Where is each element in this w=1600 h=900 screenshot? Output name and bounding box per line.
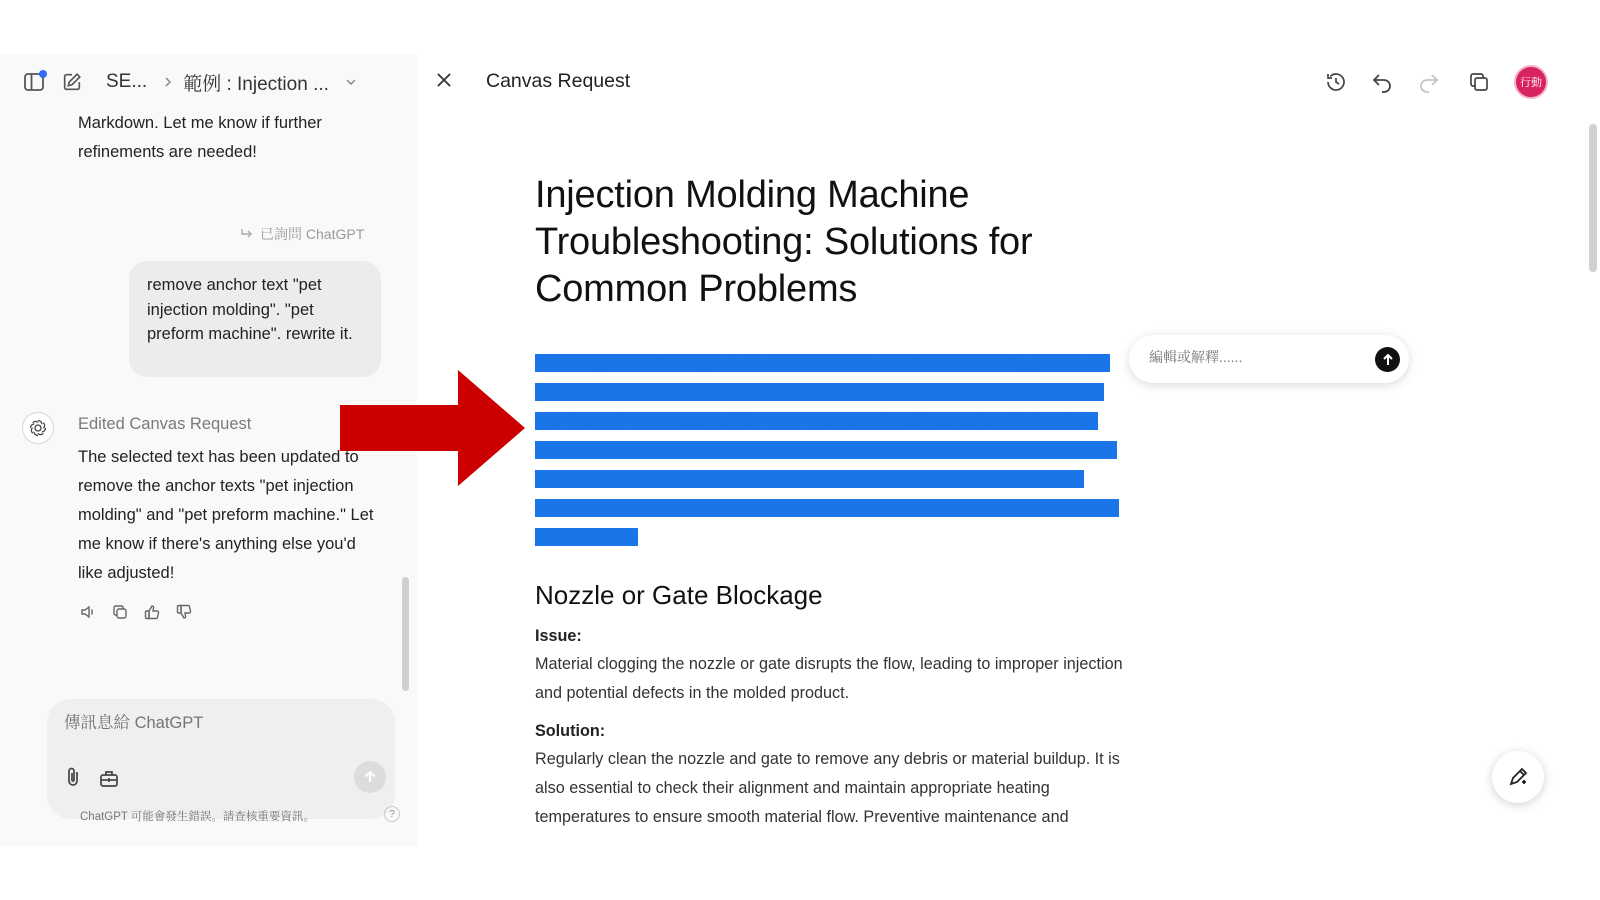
shared-note	[240, 224, 364, 244]
copy-document-icon[interactable]	[1466, 69, 1492, 95]
new-chat-icon[interactable]	[58, 68, 86, 96]
chevron-right-icon	[161, 75, 175, 89]
redo-icon[interactable]	[1416, 69, 1442, 95]
copy-icon[interactable]	[110, 602, 130, 622]
inline-edit-popup	[1129, 335, 1409, 383]
suggest-edits-button[interactable]	[1492, 751, 1544, 803]
close-icon[interactable]	[432, 68, 456, 92]
shared-note-text: 已詢問 ChatGPT	[260, 226, 365, 242]
message-composer	[47, 699, 395, 819]
selected-text[interactable]: Plastic injection molding machines are vital to modern manufacturing processes, producing components with precision and efficiency. However, like any complex machinery, they are susceptible to various operational issues. Identifying these problems early and resolving them effectively is critical to maintaining productivity and avoiding costly downtime. This article explores seven common problems encountered in plastic injection molding machines and offers practical solutions to address them.	[535, 354, 1119, 546]
message-actions	[78, 602, 194, 622]
issue-paragraph[interactable]: Material clogging the nozzle or gate disrupts the flow, leading to improper injection and potential defects in the molded product.	[535, 655, 1123, 702]
send-button[interactable]	[354, 761, 386, 793]
chatgpt-logo-icon	[22, 412, 54, 444]
breadcrumb-project[interactable]: SE...	[106, 71, 148, 92]
tools-icon[interactable]	[97, 766, 121, 790]
intro-paragraph[interactable]	[535, 349, 1135, 552]
edited-canvas-label[interactable]: Edited Canvas Request	[78, 415, 252, 433]
edit-input[interactable]	[1149, 349, 1349, 365]
history-icon[interactable]	[1323, 69, 1349, 95]
section-heading[interactable]: Nozzle or Gate Blockage	[535, 580, 823, 610]
issue-label[interactable]: Issue:	[535, 627, 582, 645]
help-button[interactable]: ?	[384, 806, 400, 822]
submit-edit-button[interactable]	[1375, 347, 1400, 372]
canvas-panel	[417, 54, 1600, 846]
thumbs-down-icon[interactable]	[174, 602, 194, 622]
app-window	[0, 54, 1600, 846]
assistant-message-reply: The selected text has been updated to remove the anchor texts "pet injection molding" and "pet preform machine." Let me know if there's anything else you'd like adjusted!	[78, 448, 374, 582]
thumbs-up-icon[interactable]	[142, 602, 162, 622]
undo-icon[interactable]	[1369, 69, 1395, 95]
attach-icon[interactable]	[62, 766, 84, 788]
disclaimer-text: ChatGPT 可能會發生錯誤。請查核重要資訊。	[80, 811, 315, 823]
reply-arrow-icon	[240, 228, 254, 240]
document-body	[535, 172, 1135, 832]
notification-dot	[39, 70, 47, 78]
sidebar-toggle-icon[interactable]	[20, 68, 48, 96]
canvas-title: Canvas Request	[486, 70, 631, 92]
canvas-scrollbar[interactable]	[1589, 124, 1597, 272]
breadcrumb-chat[interactable]: 範例 : Injection ...	[183, 73, 329, 95]
assistant-message-previous: Markdown. Let me know if further refinements are needed!	[78, 114, 322, 161]
chat-header	[0, 54, 417, 110]
document-title[interactable]: Injection Molding Machine Troubleshooting: Solutions for Common Problems	[535, 174, 1033, 310]
user-message-bubble: remove anchor text "pet injection molding". "pet preform machine". rewrite it.	[129, 261, 381, 377]
read-aloud-icon[interactable]	[78, 602, 98, 622]
chat-scrollbar[interactable]	[402, 577, 409, 691]
message-input[interactable]	[64, 714, 364, 733]
solution-label[interactable]: Solution:	[535, 722, 606, 740]
solution-paragraph[interactable]: Regularly clean the nozzle and gate to remove any debris or material buildup. It is also essential to check their alignment and maintain appropriate heating temperatures to ensure smooth material flow. Preventive maintenance and	[535, 750, 1120, 826]
user-avatar[interactable]: 行動	[1514, 65, 1548, 99]
chevron-down-icon[interactable]	[343, 74, 359, 90]
annotation-arrow-icon	[340, 370, 525, 486]
